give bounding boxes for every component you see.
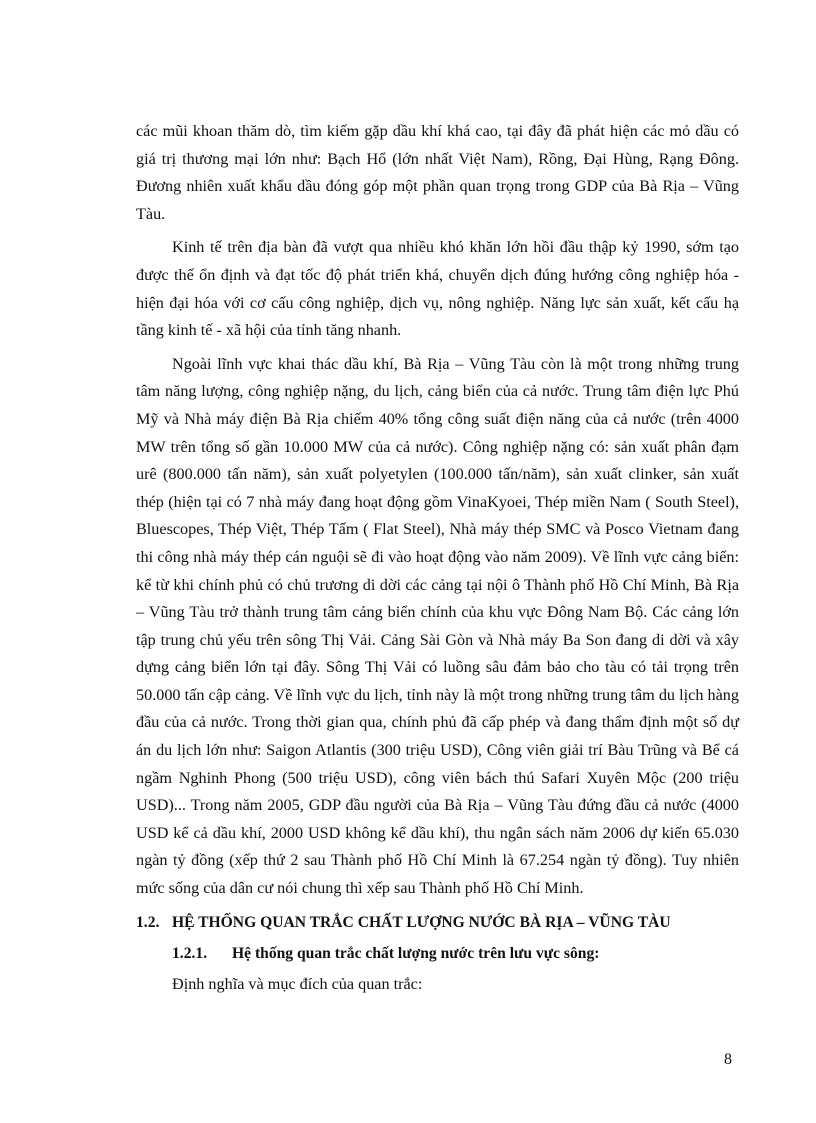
- subsection-number: 1.2.1.: [172, 944, 208, 962]
- section-number: 1.2.: [136, 913, 160, 931]
- definition-line: Định nghĩa và mục đích của quan trắc:: [172, 974, 423, 993]
- subsection-heading: [136, 940, 739, 967]
- paragraph-continuation: các mũi khoan thăm dò, tìm kiếm gặp dầu khí khá cao, tại đây đã phát hiện các mỏ dầu có giá trị thương mại lớn như: Bạch Hổ (lớn nhất Việt Nam), Rồng, Đại Hùng, Rạng Đông. Đương nhiên xuất khẩu dầu đóng góp một phần quan trọng trong GDP của Bà Rịa – Vũng Tàu.: [136, 122, 739, 223]
- document-body: [136, 118, 739, 998]
- page-number: 8: [724, 1051, 732, 1068]
- paragraph-industry: Ngoài lĩnh vực khai thác dầu khí, Bà Rịa – Vũng Tàu còn là một trong những trung tâm năng lượng, công nghiệp nặng, du lịch, cảng biển của cả nước. Trung tâm điện lực Phú Mỹ và Nhà máy điện Bà Rịa chiếm 40% tổng công suất điện năng của cả nước (trên 4000 MW trên tổng số gần 10.000 MW của cả nước). Công nghiệp nặng có: sản xuất phân đạm urê (800.000 tấn năm), sản xuất polyetylen (100.000 tấn/năm), sản xuất clinker, sản xuất thép (hiện tại có 7 nhà máy đang hoạt động gồm VinaKyoei, Thép miền Nam ( South Steel), Bluescopes, Thép Việt, Thép Tấm ( Flat Steel), Nhà máy thép SMC và Posco Vietnam đang thi công nhà máy thép cán nguội sẽ đi vào hoạt động vào năm 2009). Về lĩnh vực cảng biển: kể từ khi chính phủ có chủ trương di dời các cảng tại nội ô Thành phố Hồ Chí Minh, Bà Rịa – Vũng Tàu trở thành trung tâm cảng biển chính của khu vực Đông Nam Bộ. Các cảng lớn tập trung chủ yếu trên sông Thị Vải. Cảng Sài Gòn và Nhà máy Ba Son đang di dời và xây dựng cảng biển lớn tại đây. Sông Thị Vải có luồng sâu đảm bảo cho tàu có tải trọng trên 50.000 tấn cập cảng. Về lĩnh vực du lịch, tỉnh này là một trong những trung tâm du lịch hàng đầu của cả nước. Trong thời gian qua, chính phủ đã cấp phép và đang thẩm định một số dự án du lịch lớn như: Saigon Atlantis (300 triệu USD), Công viên giải trí Bàu Trũng và Bể cá ngầm Nghinh Phong (500 triệu USD), công viên bách thú Safari Xuyên Mộc (200 triệu USD)... Trong năm 2005, GDP đầu người của Bà Rịa – Vũng Tàu đứng đầu cả nước (4000 USD kể cả dầu khí, 2000 USD không kể dầu khí), thu ngân sách năm 2006 dự kiến 65.030 ngàn tỷ đồng (xếp thứ 2 sau Thành phố Hồ Chí Minh là 67.254 ngàn tỷ đồng). Tuy nhiên mức sống của dân cư nói chung thì xếp sau Thành phố Hồ Chí Minh.: [136, 354, 739, 898]
- section-heading: [136, 909, 739, 936]
- subsection-title: Hệ thống quan trắc chất lượng nước trên lưu vực sông:: [232, 944, 600, 962]
- section-title: HỆ THỐNG QUAN TRẮC CHẤT LƯỢNG NƯỚC BÀ RỊA – VŨNG TÀU: [172, 913, 671, 931]
- paragraph-economy: Kinh tế trên địa bàn đã vượt qua nhiều khó khăn lớn hồi đầu thập kỷ 1990, sớm tạo được thế ổn định và đạt tốc độ phát triển khá, chuyển dịch đúng hướng công nghiệp hóa - hiện đại hóa với cơ cấu công nghiệp, dịch vụ, nông nghiệp. Năng lực sản xuất, kết cấu hạ tầng kinh tế - xã hội của tỉnh tăng nhanh.: [136, 238, 739, 340]
